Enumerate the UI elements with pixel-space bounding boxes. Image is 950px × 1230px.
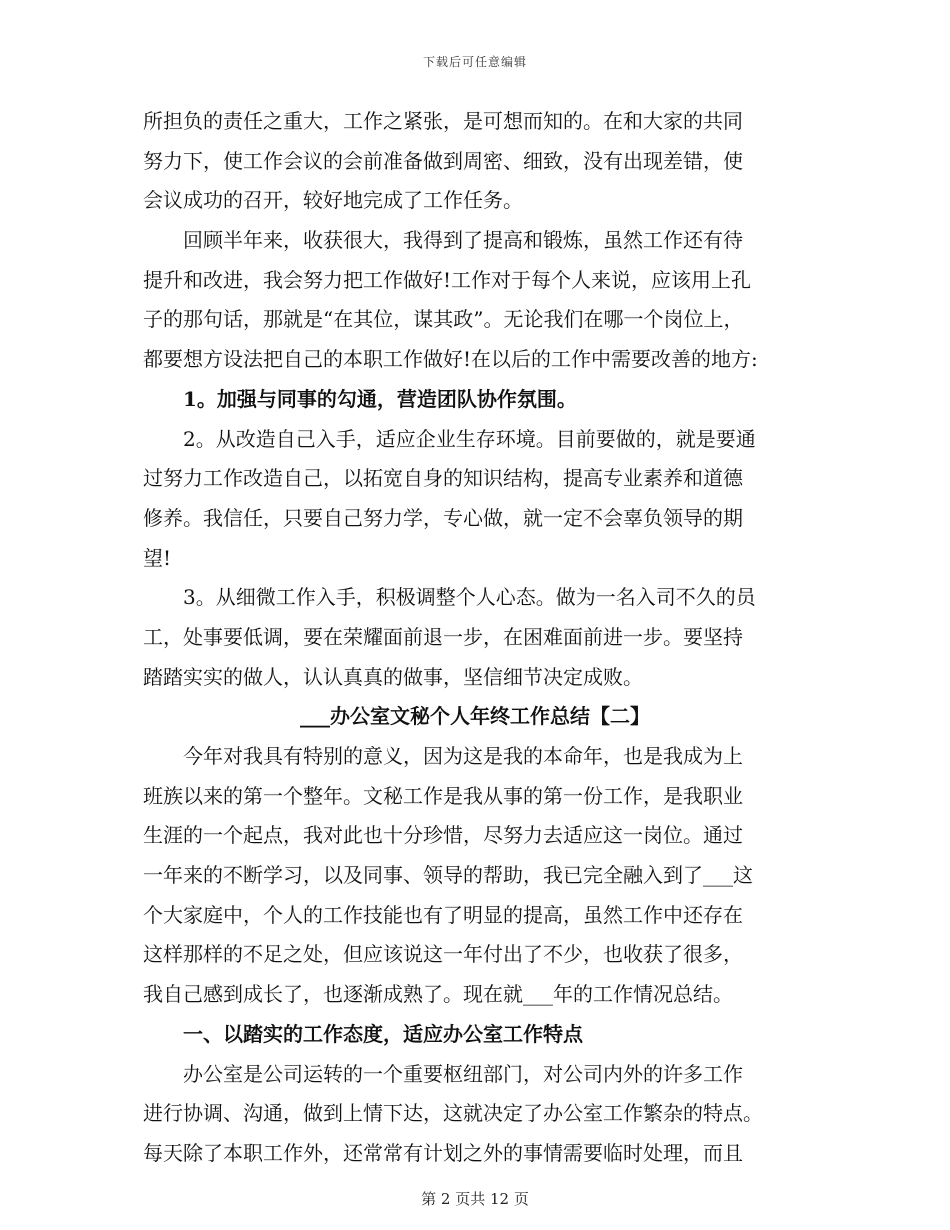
section-title: ___办公室文秘个人年终工作总结【二】 (300, 704, 650, 729)
text-line: 修养。我信任，只要自己努力学，专心做，就一定不会辜负领导的期 (143, 505, 743, 530)
text-line: 2。从改造自己入手，适应企业生存环境。目前要做的，就是要通 (183, 426, 756, 451)
page-footer: 第 2 页共 12 页 (421, 1190, 529, 1208)
text-line: 每天除了本职工作外，还常常有计划之外的事情需要临时处理，而且 (143, 1140, 743, 1165)
text-line: 办公室是公司运转的一个重要枢纽部门，对公司内外的许多工作 (183, 1061, 743, 1086)
text-line: 进行协调、沟通，做到上情下达，这就决定了办公室工作繁杂的特点。 (143, 1101, 763, 1126)
text-line: 提升和改进，我会努力把工作做好!工作对于每个人来说，应该用上孔 (143, 267, 752, 292)
text-line: 3。从细微工作入手，积极调整个人心态。做为一名入司不久的员 (183, 585, 756, 610)
section-heading: 1。加强与同事的勾通，营造团队协作氛围。 (183, 386, 577, 411)
text-line: 会议成功的召开，较好地完成了工作任务。 (143, 188, 523, 213)
page-header: 下载后可任意编辑 (422, 55, 527, 69)
text-line: 踏踏实实的做人，认认真真的做事，坚信细节决定成败。 (143, 664, 643, 689)
text-line: 过努力工作改造自己，以拓宽自身的知识结构，提高专业素养和道德 (143, 466, 743, 491)
text-line: 望! (143, 545, 172, 570)
text-line: 努力下，使工作会议的会前准备做到周密、细致，没有出现差错，使 (143, 148, 743, 173)
text-line: 我自己感到成长了，也逐渐成熟了。现在就___年的工作情况总结。 (143, 982, 733, 1007)
text-line: 这样那样的不足之处，但应该说这一年付出了不少，也收获了很多， (143, 942, 743, 967)
text-line: 子的那句话，那就是“在其位，谋其政”。无论我们在哪一个岗位上， (143, 307, 744, 332)
text-line: 回顾半年来，收获很大，我得到了提高和锻炼，虽然工作还有待 (183, 228, 743, 253)
text-line: 都要想方设法把自己的本职工作做好!在以后的工作中需要改善的地方: (143, 347, 758, 372)
text-line: 所担负的责任之重大，工作之紧张，是可想而知的。在和大家的共同 (143, 109, 743, 133)
text-line: 生涯的一个起点，我对此也十分珍惜，尽努力去适应这一岗位。通过 (143, 823, 743, 848)
text-line: 个大家庭中，个人的工作技能也有了明显的提高，虽然工作中还存在 (143, 902, 743, 927)
text-line: 班族以来的第一个整年。文秘工作是我从事的第一份工作，是我职业 (143, 783, 743, 808)
text-line: 一年来的不断学习，以及同事、领导的帮助，我已完全融入到了___这 (143, 863, 753, 888)
document-body (143, 102, 807, 1174)
text-line: 工，处事要低调，要在荣耀面前退一步，在困难面前进一步。要坚持 (143, 624, 743, 649)
section-heading: 一、以踏实的工作态度，适应办公室工作特点 (183, 1021, 583, 1046)
text-line: 今年对我具有特别的意义，因为这是我的本命年，也是我成为上 (183, 744, 743, 768)
